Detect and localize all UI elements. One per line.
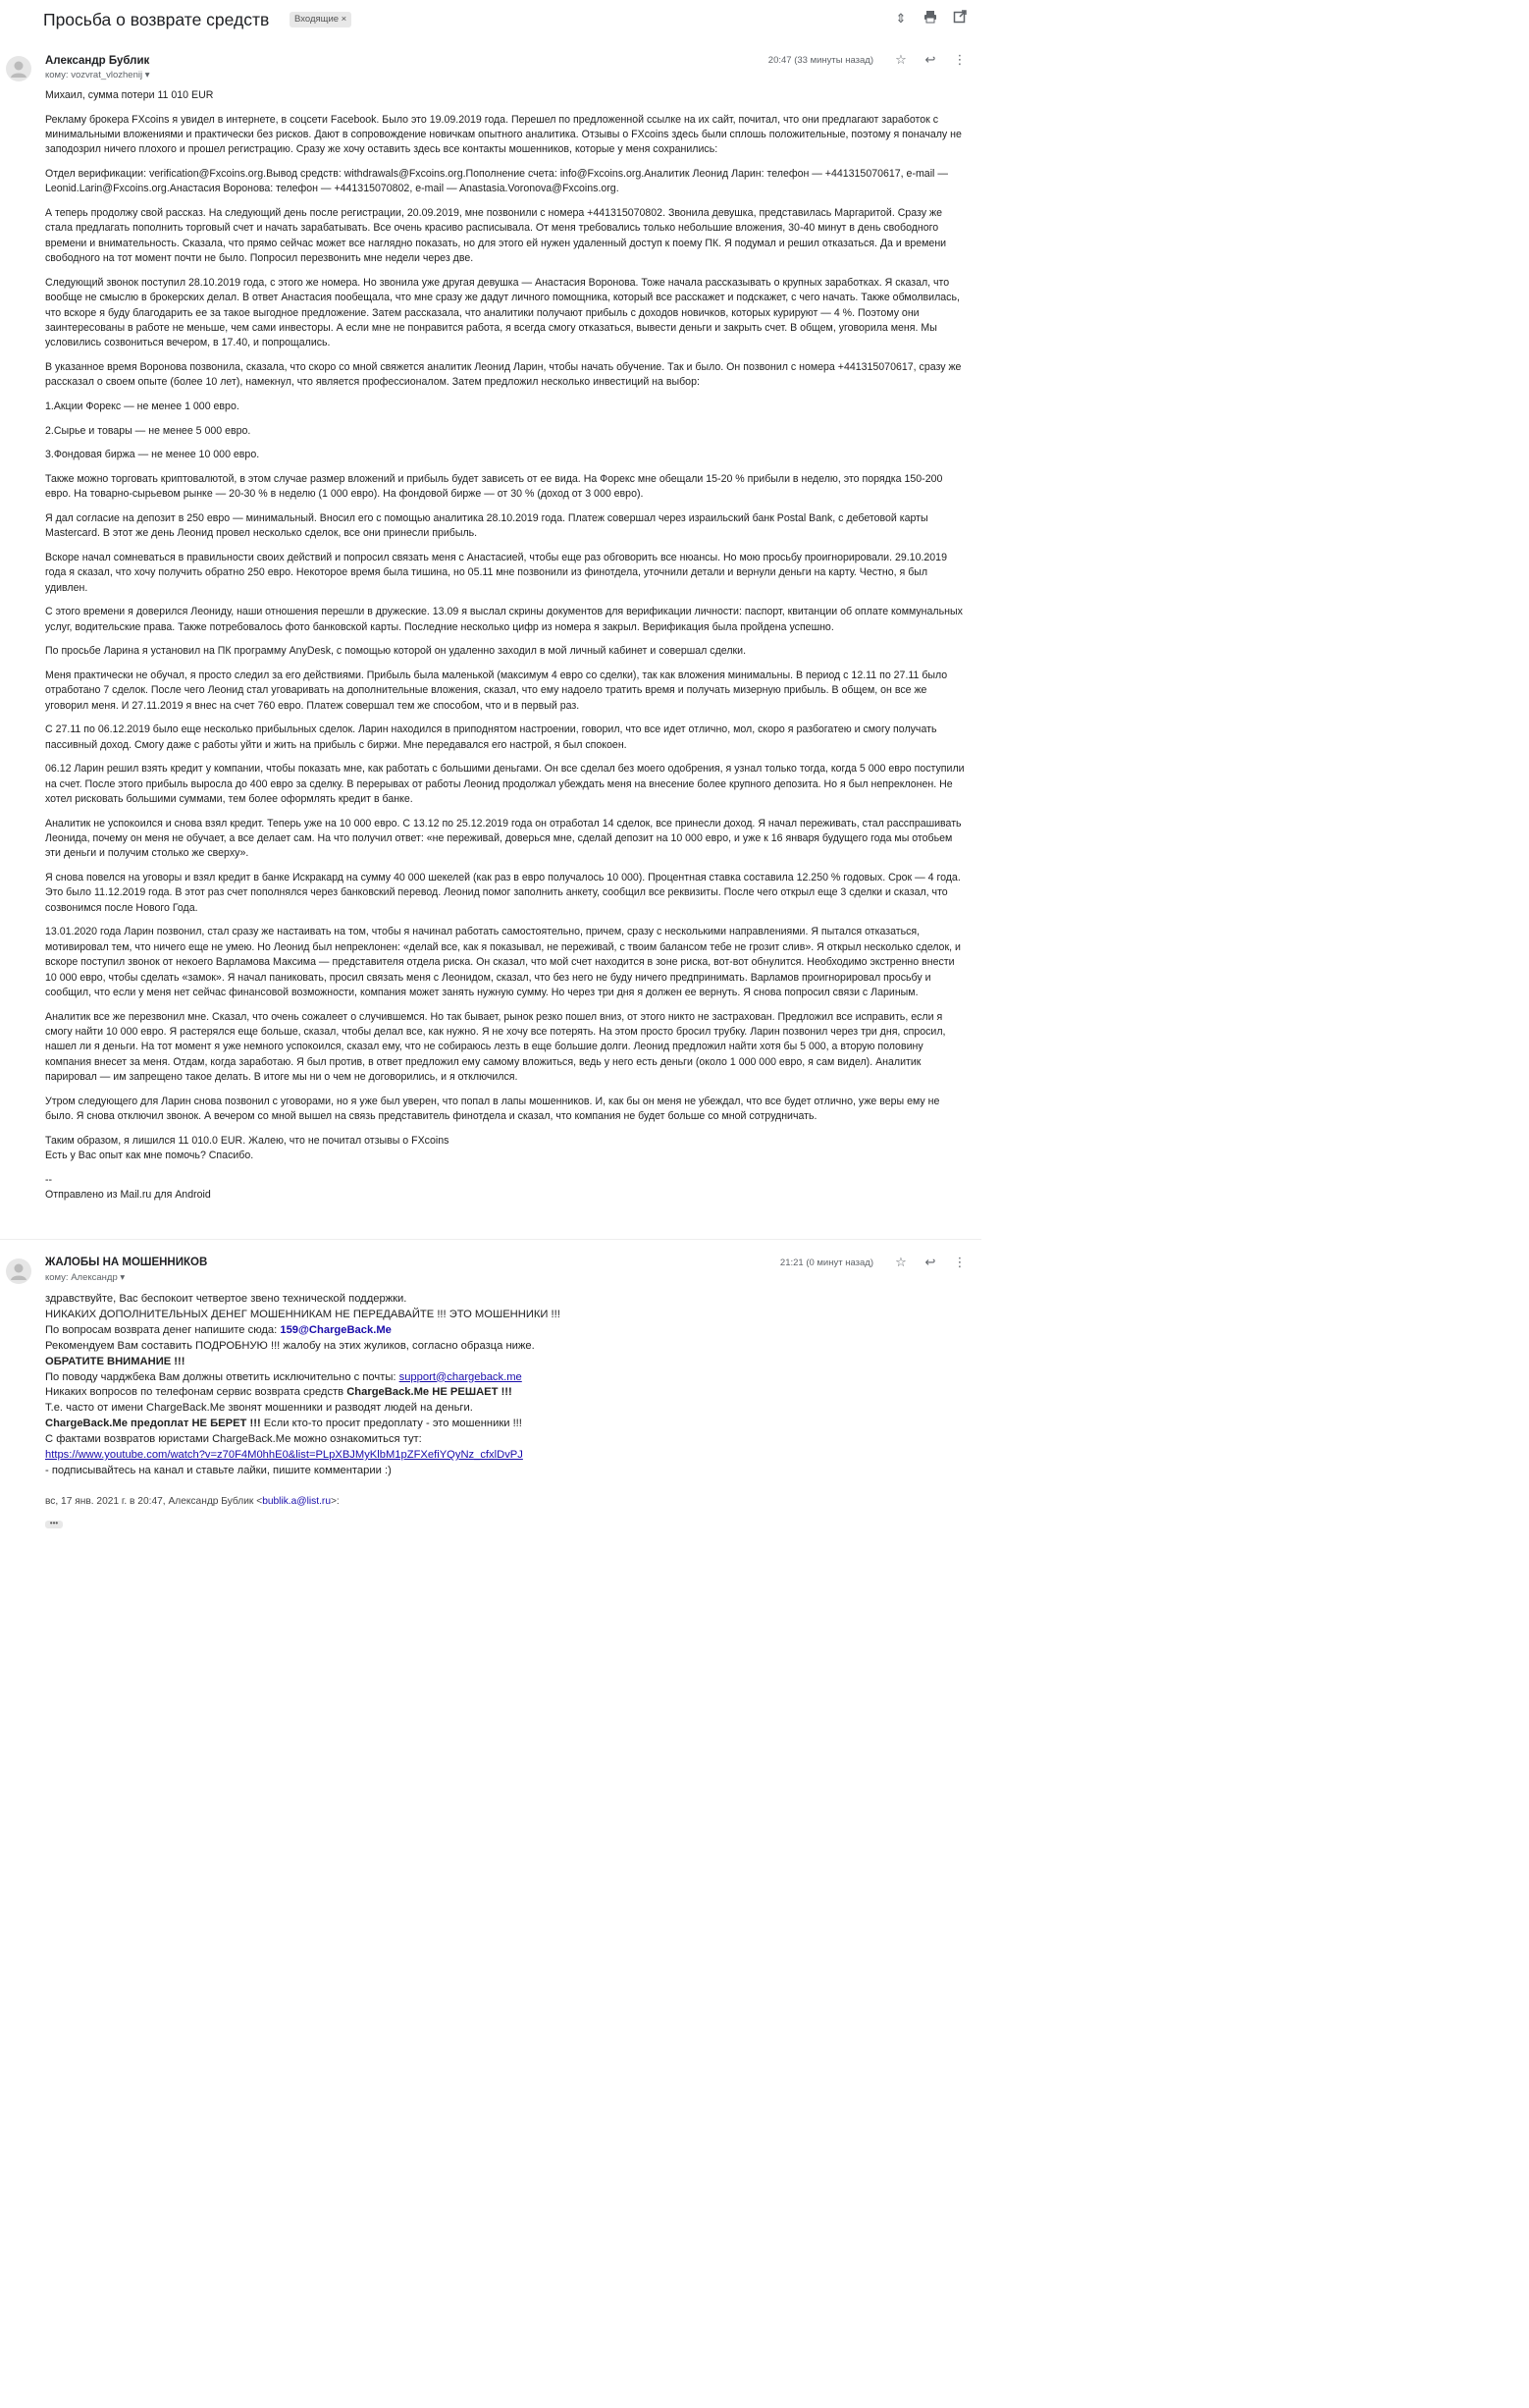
paragraph: 3.Фондовая биржа — не менее 10 000 евро. — [45, 449, 260, 461]
quote-header: вс, 17 янв. 2021 г. в 20:47, Александр Бублик <bublik.a@list.ru>: — [45, 1496, 340, 1507]
inbox-label-chip[interactable]: Входящие × — [290, 12, 351, 27]
text-line: С фактами возвратов юристами ChargeBack.Me можно ознакомиться тут: — [45, 1433, 422, 1446]
paragraph: Следующий звонок поступил 28.10.2019 года, с этого же номера. Но звонила уже другая девушка — Анастасия Воронова. Тоже начала рассказывать о крупных заработках. Я сказал, что вообще не смыслю в брокерских делал. В ответ Анастасия пообещала, что мне сразу же дадут личного помощника, который все расскажет и подскажет, с чего начать. Также обмолвилась, что вскоре я буду благодарить ее за такое выгодное предложение. Затем рассказала, что аналитики получают прибыль с доходов новичков, которых курируют — 4 %. Поэтому они заинтересованы в работе не меньше, чем сами инвесторы. А если мне не понравится работа, я всегда смогу отказаться, вывести деньги и закрыть счет. В общем, уговорила меня. Мы условились созвониться вечером, в 17.40, и попрощались. — [45, 276, 960, 349]
paragraph: Меня практически не обучал, я просто следил за его действиями. Прибыль была маленькой (максимум 4 евро со сделки), так как вложения минимальны. В период с 12.11 по 27.11 было отработано 7 сделок. После чего Леонид стал уговаривать на дополнительные вложения, сказал, что ему надоело тратить время и получать мизерную прибыль. В общем, он все же уговорил меня. И 27.11.2019 я внес на счет 760 евро. Платеж совершал тем же способом, что и в первый раз. — [45, 669, 948, 712]
paragraph: Также можно торговать криптовалютой, в этом случае размер вложений и прибыль будет зависеть от ее вида. На Форекс мне обещали 15-20 % прибыли в неделю, это порядка 150-200 евро. На товарно-сырьевом рынке — 20-30 % в неделю (1 000 евро). На фондовой бирже — от 30 % (доход от 3 000 евро). — [45, 472, 943, 501]
support-email-link[interactable]: support@chargeback.me — [398, 1370, 522, 1383]
text-line — [45, 1448, 968, 1464]
reply-icon[interactable]: ↩ — [924, 52, 936, 67]
paragraph: Отдел верификации: verification@Fxcoins.org.Вывод средств: withdrawals@Fxcoins.org.Пополнение счета: info@Fxcoins.org.Аналитик Леонид Ларин: телефон — +441315070617, e-mail — Leonid.Larin@Fxcoins.org.Анастасия Воронова: телефон — +441315070802, e-mail — Anastasia.Voronova@Fxcoins.org. — [45, 168, 948, 195]
show-trimmed-content-button[interactable]: ••• — [45, 1521, 63, 1528]
expand-collapse-icon[interactable]: ⇕ — [895, 11, 907, 26]
paragraph: С этого времени я доверился Леониду, наши отношения перешли в дружеские. 13.09 я выслал скрины документов для верификации личности: паспорт, квитанции об оплате коммунальных услуг, водительские права. Также потребовалось фото банковской карты. Последние несколько цифр из номера я закрыл. Верификация была пройдена успешно. — [45, 606, 963, 633]
chevron-down-icon[interactable]: ▾ — [144, 70, 150, 80]
text-line: Никаких вопросов по телефонам сервис возврата средств ChargeBack.Me НЕ РЕШАЕТ !!! — [45, 1386, 512, 1399]
subject-toolbar — [893, 10, 968, 29]
paragraph: Михаил, сумма потери 11 010 EUR — [45, 89, 214, 101]
closing: Таким образом, я лишился 11 010.0 EUR. Жалею, что не почитал отзывы о FXcoins Есть у Вас опыт как мне помочь? Спасибо. — [45, 1134, 449, 1162]
text-line: Рекомендуем Вам составить ПОДРОБНУЮ !!! жалобу на этих жуликов, согласно образца ниже. — [45, 1339, 535, 1352]
paragraph: Аналитик не успокоился и снова взял кредит. Теперь уже на 10 000 евро. С 13.12 по 25.12.2019 года он отработал 14 сделок, все принесли доход. Я начал переживать, стал расспрашивать Леонида, почему он меня не обучает, а все делает сам. На что получил ответ: «не переживай, доверься мне, сделай депозит на 10 000 евро, и уже к 16 января будущего года мы отобьем эти деньги и получим столько же сверху». — [45, 817, 962, 860]
paragraph: Я дал согласие на депозит в 250 евро — минимальный. Вносил его с помощью аналитика 28.10.2019 года. Платеж совершал через израильский банк Postal Bank, с дебетовой карты Mastercard. В этот же день Леонид провел несколько сделок, все они принесли прибыль. — [45, 511, 928, 540]
signature-separator: -- — [45, 1173, 53, 1186]
message-body — [45, 88, 968, 1212]
paragraph: 1.Акции Форекс — не менее 1 000 евро. — [45, 400, 239, 412]
text-line: По вопросам возврата денег напишите сюда: 159@ChargeBack.Me — [45, 1323, 392, 1336]
paragraph: 06.12 Ларин решил взять кредит у компании, чтобы показать мне, как работать с большими деньгами. Он все сделал без моего одобрения, я узнал только тогда, когда 5 000 евро поступили на счет. После этого прибыль выросла до 400 евро за сделку. В перерывах от работы Леонид продолжал убеждать меня на внесение более крупного депозита. Но я был непреклонен. Не хотел рисковать большими суммами, тем более оформлять кредит в банке. — [45, 763, 965, 806]
chevron-down-icon[interactable]: ▾ — [120, 1272, 126, 1283]
reply-icon[interactable]: ↩ — [924, 1255, 936, 1269]
recipient-line[interactable]: кому: Александр ▾ — [45, 1272, 126, 1283]
message-divider — [0, 1239, 981, 1240]
text-line: НИКАКИХ ДОПОЛНИТЕЛЬНЫХ ДЕНЕГ МОШЕННИКАМ НЕ ПЕРЕДАВАЙТЕ !!! ЭТО МОШЕННИКИ !!! — [45, 1308, 560, 1320]
text-line: - подписывайтесь на канал и ставьте лайки, пишите комментарии :) — [45, 1464, 392, 1476]
text-line: ChargeBack.Me предоплат НЕ БЕРЕТ !!! Если кто-то просит предоплату - это мошенники !!! — [45, 1418, 522, 1430]
message-actions — [893, 1254, 968, 1272]
message-time: 21:21 (0 минут назад) — [779, 1258, 873, 1268]
paragraph: В указанное время Воронова позвонила, сказала, что скоро со мной свяжется аналитик Леонид Ларин, чтобы начать обучение. Так и было. Он позвонил с номера +441315070617, сразу же рассказал о своем опыте (более 10 лет), намекнул, что является профессионалом. Затем предложил несколько инвестиций на выбор: — [45, 360, 962, 389]
avatar — [6, 56, 31, 81]
message-actions — [893, 51, 968, 70]
more-options-icon[interactable]: ⋮ — [953, 1255, 967, 1269]
sender-name: ЖАЛОБЫ НА МОШЕННИКОВ — [45, 1257, 208, 1268]
star-icon[interactable]: ☆ — [895, 1255, 907, 1269]
paragraph: Аналитик все же перезвонил мне. Сказал, что очень сожалеет о случившемся. Но так бывает, рынок резко пошел вниз, от этого никто не застрахован. Предложил все исправить, если я смогу найти 10 000 евро. Я растерялся еще больше, сказал, чтобы делал все, как нужно. Я не хочу все потерять. На этом просто бросил трубку. Ларин позвонил через три дня, спросил, нашел ли я деньги. На тот момент я уже немного успокоился, сказал ему, что не собираюсь лезть в еще большие долги. Леонид предложил найти хотя бы 5 000, а вторую половину компания внесет за меня. Отдам, когда заработаю. Я был против, в ответ предложил ему самому вложиться, ведь у него есть деньги (около 1 000 000 евро, я сам видел). Аналитик парировал — им запрещено такое делать. В итоге мы ни о чем не договорились, и я отключился. — [45, 1010, 946, 1083]
paragraph: А теперь продолжу свой рассказ. На следующий день после регистрации, 20.09.2019, мне позвонили с номера +441315070802. Звонила девушка, представилась Маргаритой. Сразу же стала предлагать пополнить торговый счет и начать зарабатывать. Все очень красиво расписывала. От меня требовались только небольшие вложения, 30-40 минут в день свободного времени и внимательность. Сказала, что прямо сейчас может все наглядно показать, но для этого ей нужен удаленный доступ к поему ПК. Я подумал и решил отказаться. Да и времени свободного на тот момент почти не было. Попросил перезвонить мне недели через две. — [45, 207, 947, 265]
paragraph: По просьбе Ларина я установил на ПК программу AnyDesk, с помощью которой он удаленно заходил в мой личный кабинет и совершал сделки. — [45, 645, 747, 658]
quote-email-link[interactable]: bublik.a@list.ru — [262, 1496, 331, 1507]
avatar — [6, 1258, 31, 1284]
paragraph: Я снова повелся на уговоры и взял кредит в банке Искракард на сумму 40 000 шекелей (как раз в евро получалось 10 000). Процентная ставка составила 12.250 % годовых. Срок — 4 года. Это было 11.12.2019 года. В этот раз счет пополнялся через банковский перевод. Леонид помог заполнить анкету, сообщил все реквизиты. После чего открыл еще 3 сделки и сказал, что созвонимся после Нового Года. — [45, 872, 961, 914]
message-time: 20:47 (33 минуты назад) — [767, 55, 873, 66]
text-line: здравствуйте, Вас беспокоит четвертое звено технической поддержки. — [45, 1293, 407, 1305]
paragraph: Вскоре начал сомневаться в правильности своих действий и попросил связать меня с Анастасией, чтобы еще раз обговорить все нюансы. Но мою просьбу проигнорировали. 29.10.2019 года я сказал, что хочу получить обратно 250 евро. Некоторое время была тишина, но 05.11 мне позвонили из финотдела, уточнили детали и вернули деньги на карту. Честно, я был удивлен. — [45, 551, 947, 594]
text-line: По поводу чарджбека Вам должны ответить исключительно с почты: support@chargeback.me — [45, 1370, 522, 1383]
star-icon[interactable]: ☆ — [895, 52, 907, 67]
paragraph: 13.01.2020 года Ларин позвонил, стал сразу же настаивать на том, чтобы я начинал работать самостоятельно, причем, сразу с несколькими направлениями. Я пытался отказаться, мотивировал тем, что ничего еще не умею. Но Леонид был непреклонен: «делай все, как я показывал, не переживай, с твоим балансом тебе не грозит слив». Я открыл несколько сделок, и вскоре поступил звонок от некоего Варламова Максима — представителя отдела риска. Он сказал, что мой счет находится в зоне риска, вот-вот обнулится. Необходимо экстренно внести 10 000 евро, чтобы сделать «замок». Я начал паниковать, просил связать меня с Леонидом, сказал, что без него не буду ничего предпринимать. Варламов проигнорировал просьбу и сообщил, что если у меня нет сейчас финансовой возможности, компания может занять нужную сумму. Но через три дня я должен ее вернуть. Я снова попросил связи с Лариным. — [45, 926, 961, 998]
subject-bar — [0, 0, 981, 39]
chargeback-email-link[interactable]: 159@ChargeBack.Me — [280, 1323, 392, 1336]
open-in-new-window-icon[interactable] — [952, 10, 968, 29]
text-line: ОБРАТИТЕ ВНИМАНИЕ !!! — [45, 1355, 185, 1367]
text-line: Т.е. часто от имени ChargeBack.Me звонят мошенники и разводят людей на деньги. — [45, 1402, 473, 1415]
recipient-line[interactable]: кому: vozvrat_vlozhenij ▾ — [45, 70, 150, 80]
message-body — [45, 1292, 968, 1479]
email-subject: Просьба о возврате средств — [43, 10, 270, 29]
youtube-link[interactable]: https://www.youtube.com/watch?v=z70F4M0hhE0&list=PLpXBJMyKlbM1pZFXefiYQyNz_cfxlDvPJ — [45, 1449, 523, 1462]
sender-name: Александр Бублик — [45, 55, 150, 67]
print-icon[interactable] — [923, 10, 938, 29]
paragraph: С 27.11 по 06.12.2019 было еще несколько прибыльных сделок. Ларин находился в приподнятом настроении, говорил, что все идет отлично, мол, скоро я разбогатею и смогу получать пассивный доход. Смогу даже с работы уйти и жить на прибыль с биржи. Мне передавался его настрой, я был спокоен. — [45, 723, 937, 751]
paragraph: 2.Сырье и товары — не менее 5 000 евро. — [45, 424, 251, 437]
paragraph: Рекламу брокера FXcoins я увидел в интернете, в соцсети Facebook. Было это 19.09.2019 года. Перешел по предложенной ссылке на их сайт, почитал, что они предлагают заработок с минимальными вложениями и практически без рисков. Дают в сопровождение новичкам опытного аналитика. Отзывы о FXcoins здесь были сплошь положительные, поэтому я поначалу не заподозрил ничего плохого и прошел регистрацию. Сразу же хочу оставить здесь все контакты мошенников, которые у меня сохранились: — [45, 113, 962, 156]
paragraph: Утром следующего для Ларин снова позвонил с уговорами, но я уже был уверен, что попал в лапы мошенников. И, как бы он меня не убеждал, что все будет отлично, уже веры ему не было. Я снова отключил звонок. А вечером со мной вышел на связь представитель финотдела и сказал, что компания не будет больше со мной сотрудничать. — [45, 1095, 940, 1122]
signature: Отправлено из Mail.ru для Android — [45, 1189, 211, 1202]
more-options-icon[interactable]: ⋮ — [953, 52, 967, 67]
